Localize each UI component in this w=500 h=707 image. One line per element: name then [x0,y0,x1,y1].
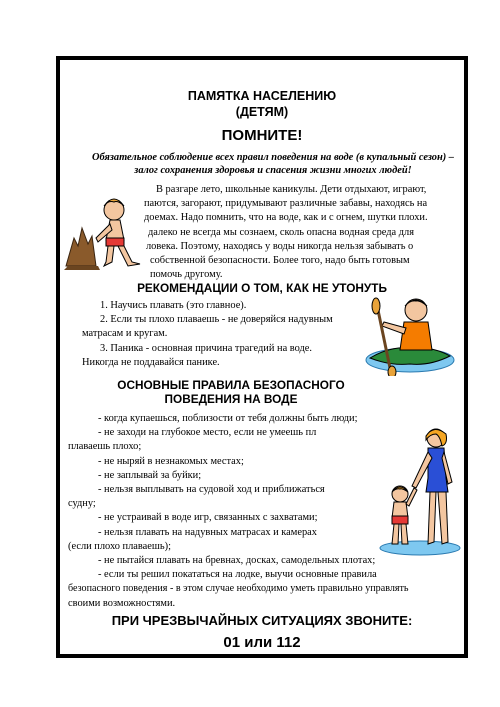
recommendations-list [82,299,382,370]
recommendation-item: 1. Научись плавать (это главное). [100,300,247,311]
rule-line: - нельзя выплывать на судовой ход и приближаться [98,484,325,496]
rule-line: (если плохо плаваешь); [68,540,171,552]
section2-title-line2: ПОВЕДЕНИЯ НА ВОДЕ [164,392,298,406]
paragraph-line: ловека. Поэтому, находясь у воды никогда нельзя забывать о [146,240,414,252]
title-line2: (ДЕТЯМ) [235,105,289,119]
recommendation-item: матрасам и кругам. [82,328,168,340]
emergency-label: ПРИ ЧРЕЗВЫЧАЙНЫХ СИТУАЦИЯХ ЗВОНИТЕ: [111,613,413,628]
paragraph-line: далеко не всегда мы сознаем, сколь опасна водная среда для [148,226,414,238]
mother-child-illustration [378,426,462,556]
child-kayak-illustration [360,292,456,376]
title-line1: ПАМЯТКА НАСЕЛЕНИЮ [187,89,337,103]
child-sandcastle-illustration [62,182,144,272]
emergency-numbers: 01 или 112 [223,634,301,651]
rule-line: - когда купаешься, поблизости от тебя должны быть люди; [98,413,358,424]
paragraph-line: доемах. Надо помнить, что на воде, как и с огнем, шутки плохи. [144,212,428,224]
rule-line: безопасного поведения - в этом случае необходимо уметь правильно управлять [68,583,409,595]
paragraph-line: паются, загорают, придумывают различные забавы, находясь на [144,198,428,210]
rule-line: - не заходи на глубокое место, если не умеешь пл [98,427,317,439]
rule-line: - не устраивай в воде игр, связанных с захватами; [98,512,318,524]
section2-title-line1: ОСНОВНЫЕ ПРАВИЛА БЕЗОПАСНОГО [117,378,345,392]
recommendation-item: 3. Паника - основная причина трагедий на воде. [100,342,313,354]
rule-line: - не пытайся плавать на бревнах, досках, самодельных плотах; [98,555,376,567]
rule-line: - не заплывай за буйки; [98,469,202,481]
rule-line: плаваешь плохо; [68,441,142,453]
remember-heading: ПОМНИТЕ! [221,127,303,144]
memo-frame [56,56,468,658]
rule-line: судну; [68,498,96,510]
intro-text: Обязательное соблюдение всех правил поведения на воде (в купальный сезон) – залог сохранения здоровья и спасения жизни многих людей! [92,152,454,176]
paragraph-line: В разгаре лето, школьные каникулы. Дети отдыхают, играют, [156,184,427,195]
section1-title: РЕКОМЕНДАЦИИ О ТОМ, КАК НЕ УТОНУТЬ [137,281,387,295]
paragraph [144,183,428,282]
paragraph-line: помочь другому. [150,269,223,281]
paragraph-line: собственной безопасности. Более того, надо быть готовым [150,255,410,267]
rule-line: - если ты решил покататься на лодке, выучи основные правила [98,569,377,581]
rule-line: - не ныряй в незнакомых местах; [98,455,244,467]
rule-line: своими возможностями. [68,597,176,609]
recommendation-item: 2. Если ты плохо плаваешь - не доверяйся надувным [100,314,333,326]
recommendation-item: Никогда не поддавайся панике. [82,356,220,368]
rule-line: - нельзя плавать на надувных матрасах и камерах [98,526,317,538]
